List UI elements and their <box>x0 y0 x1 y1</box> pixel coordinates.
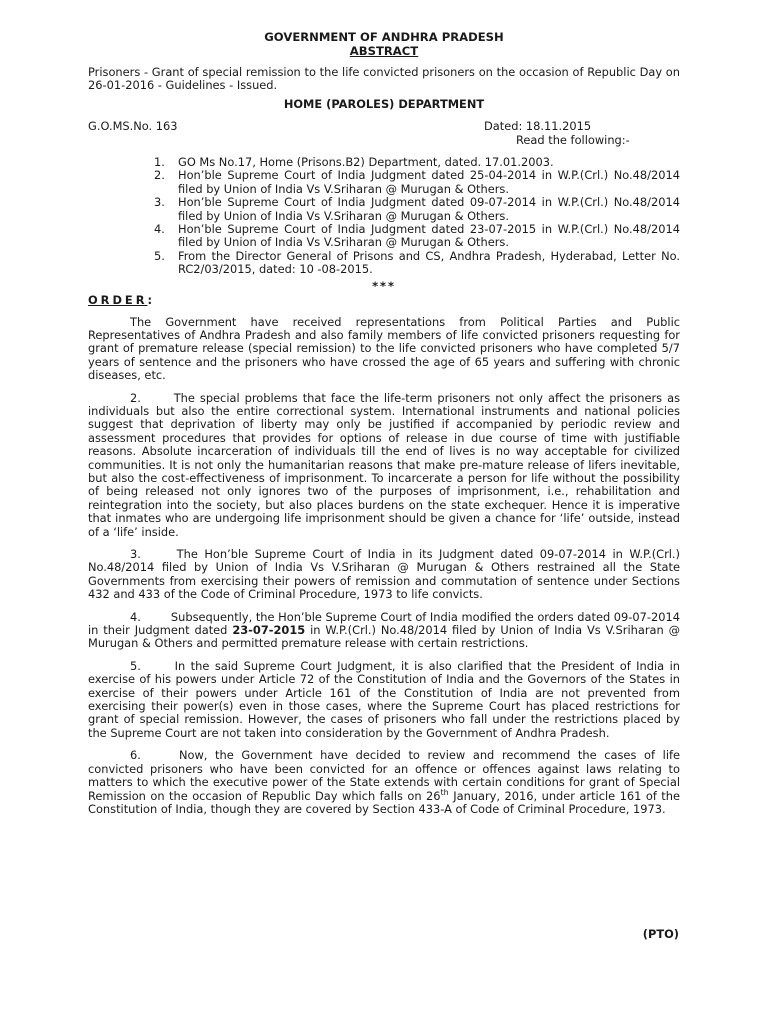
reference-item <box>154 196 680 223</box>
order-paragraph-2 <box>88 392 680 539</box>
order-heading-colon: : <box>147 293 156 308</box>
paragraph-number: 3. <box>130 547 141 561</box>
abstract-heading: ABSTRACT <box>349 44 419 58</box>
paragraph-text: The Hon’ble Supreme Court of India in its Judgment dated 09-07-2014 in W.P.(Crl.) No.48/2014 filed by Union of India Vs V.Sriharan @ Murugan & Others restrained all the State Governments from exercising their powers of remission and commutation of sentence under Sections 432 and 433 of the Code of Criminal Procedure, 1973 to life convicts. <box>88 547 680 602</box>
reference-number: 3. <box>154 195 165 210</box>
order-heading-text: ORDER <box>88 293 148 308</box>
reference-number: 5. <box>154 248 165 263</box>
order-paragraph-5 <box>88 660 680 740</box>
government-title: GOVERNMENT OF ANDHRA PRADESH <box>264 30 504 44</box>
please-turn-over-label: (PTO) <box>642 927 679 941</box>
reference-text: Hon’ble Supreme Court of India Judgment dated 25-04-2014 in W.P.(Crl.) No.48/2014 filed by Union of India Vs V.Sriharan @ Murugan & Others. <box>178 168 680 196</box>
order-paragraph-3 <box>88 548 680 602</box>
order-heading <box>88 294 680 307</box>
paragraph-text-b: in W.P.(Crl.) No.48/2014 filed by Union of India Vs V.Sriharan @ Murugan & Others and permitted premature release with certain restrictions. <box>88 623 681 651</box>
paragraph-text: In the said Supreme Court Judgment, it is also clarified that the President of India in exercise of his powers under Article 72 of the Constitution of India and the Governors of the States in exercise of their powers under Article 161 of the Constitution of India are not prevented from exercising their power(s) even in those cases, where the Supreme Court has placed restrictions for grant of special remission. However, the cases of prisoners who fall under the restrictions placed by the Supreme Court are not taken into consideration by the Government of Andhra Pradesh. <box>88 658 680 740</box>
department-heading: HOME (PAROLES) DEPARTMENT <box>283 96 485 111</box>
paragraph-text-b: January, 2016, under article 161 of the Constitution of India, though they are covered by Section 433-A of Code of Criminal Procedure, 1973. <box>88 788 680 816</box>
reference-number: 2. <box>154 168 165 183</box>
reference-item <box>154 250 680 277</box>
go-number: G.O.MS.No. 163 <box>88 119 178 134</box>
reference-number: 4. <box>154 222 165 237</box>
order-paragraph-6 <box>88 749 680 816</box>
read-following-label: Read the following:- <box>516 132 630 147</box>
reference-number: 1. <box>154 155 165 170</box>
go-reference-line <box>88 120 680 133</box>
reference-list <box>88 156 680 277</box>
reference-text: GO Ms No.17, Home (Prisons.B2) Department, dated. 17.01.2003. <box>178 155 554 170</box>
reference-item <box>154 156 680 169</box>
go-date: Dated: 18.11.2015 <box>484 119 592 134</box>
reference-item <box>154 223 680 250</box>
paragraph-number: 4. <box>130 609 141 624</box>
section-separator: *** <box>372 278 396 293</box>
reference-text: Hon’ble Supreme Court of India Judgment dated 23-07-2015 in W.P.(Crl.) No.48/2014 filed by Union of India Vs V.Sriharan @ Murugan & Others. <box>178 222 680 250</box>
reference-text: Hon’ble Supreme Court of India Judgment dated 09-07-2014 in W.P.(Crl.) No.48/2014 filed by Union of India Vs V.Sriharan @ Murugan & Others. <box>178 195 680 223</box>
order-paragraph-4 <box>88 611 680 651</box>
paragraph-number: 6. <box>130 748 141 763</box>
paragraph-text-a: Now, the Government have decided to review and recommend the cases of life convicted prisoners who have been convicted for an offence or offences against laws relating to matters to which the executive power of the State extends with certain conditions for grant of Special Remission on the occasion of Republic Day which falls on 26 <box>88 748 680 803</box>
paragraph-number: 2. <box>130 390 141 405</box>
paragraph-number: 5. <box>130 658 141 673</box>
order-paragraph-1: The Government have received representations from Political Parties and Public Representatives of Andhra Pradesh and also family members of life convicted prisoners requesting for grant of premature release (special remission) to the life convicted prisoners who have completed 5/7 years of sentence and the prisoners who have crossed the age of 65 years and suffering with chronic diseases, etc. <box>88 314 680 383</box>
paragraph-text-a: Subsequently, the Hon’ble Supreme Court of India modified the orders dated 09-07-2014 in their Judgment dated <box>88 609 680 638</box>
reference-item <box>154 169 680 196</box>
paragraph-text: The special problems that face the life-term prisoners not only affect the prisoners as individuals but also the entire correctional system. International instruments and national policies suggest that deprivation of liberty may only be justified if accompanied by periodic review and assessment procedures that provides for options of release in due course of time with justifiable reasons. Absolute incarceration of individuals till the end of lives is no way acceptable for civilized communities. It is not only the humanitarian reasons that make pre-mature release of lifers inevitable, but also the cost-effectiveness of imprisonment. To incarcerate a person for life without the possibility of being released not only ignores two of the purposes of imprisonment, i.e., rehabilitation and reintegration into the society, but also places burdens on the state exchequer. Hence it is imperative that inmates who are undergoing life imprisonment should be given a chance for ‘life’ outside, instead of a ‘life’ inside. <box>88 390 680 539</box>
ordinal-superscript: th <box>440 787 449 797</box>
judgment-date-bold: 23-07-2015 <box>232 623 306 638</box>
reference-text: From the Director General of Prisons and CS, Andhra Pradesh, Hyderabad, Letter No. RC2/03/2015, dated: 10 -08-2015. <box>178 248 680 277</box>
subject-text: Prisoners - Grant of special remission to the life convicted prisoners on the occasion of Republic Day on 26-01-2016 - Guidelines - Issued. <box>88 65 680 93</box>
